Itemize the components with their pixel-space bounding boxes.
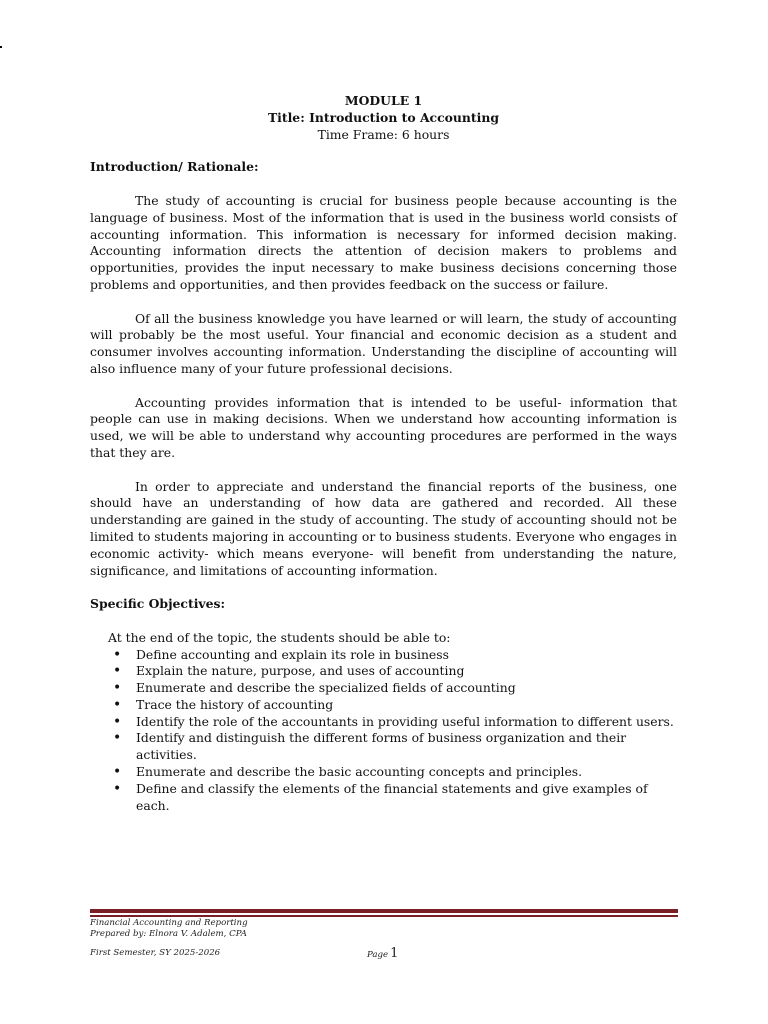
footer-divider-thin [90, 915, 678, 917]
objectives-list [90, 647, 677, 815]
intro-paragraph-2: Of all the business knowledge you have learned or will learn, the study of accounting will probably be the most useful. Your financial and economic decision as a student and consumer involves accounting information. Understanding the discipline of accounting will also influence many of your future professional decisions. [90, 310, 677, 376]
list-item-text: Explain the nature, purpose, and uses of accounting [136, 663, 465, 679]
bullet-icon: • [113, 680, 122, 697]
footer-divider [90, 909, 678, 917]
bullet-icon: • [113, 780, 122, 797]
bullet-icon: • [113, 730, 122, 747]
footer-page-number: 1 [390, 946, 399, 961]
intro-paragraph-1: The study of accounting is crucial for business people because accounting is the language of business. Most of the information that is used in the business world consists of accounting information. This information is necessary for informed decision making. Accounting information directs the attention of decision makers to problems and opportunities, provides the input necessary to make business decisions concerning those problems and opportunities, and then provides feedback on the success or failure. [90, 192, 677, 292]
bullet-icon: • [113, 663, 122, 680]
list-item [90, 680, 677, 697]
objectives-intro: At the end of the topic, the students should be able to: [108, 629, 451, 645]
module-time-frame: Time Frame: 6 hours [317, 126, 450, 142]
list-item [90, 764, 677, 781]
list-item [90, 781, 677, 815]
module-label: MODULE 1 [344, 93, 423, 108]
objectives-heading: Specific Objectives: [90, 596, 226, 612]
list-item [90, 730, 677, 764]
list-item-text: Identify the role of the accountants in providing useful information to different users. [136, 713, 674, 729]
list-item-text: Trace the history of accounting [136, 696, 334, 712]
list-item-text: Enumerate and describe the specialized fields of accounting [136, 680, 516, 696]
intro-paragraph-3: Accounting provides information that is intended to be useful- information that people can use in making decisions. When we understand how accounting information is used, we will be able to understand why accounting procedures are performed in the ways that they are. [90, 394, 677, 460]
module-title: Title: Introduction to Accounting [267, 109, 500, 125]
footer-divider-thick [90, 909, 678, 913]
list-item-text: Define and classify the elements of the financial statements and give examples of each. [136, 780, 648, 813]
footer-semester: First Semester, SY 2025-2026 [90, 948, 221, 958]
footer-prepared-by: Prepared by: Elnora V. Adalem, CPA [90, 929, 247, 939]
list-item-text: Enumerate and describe the basic accounting concepts and principles. [136, 764, 583, 780]
bullet-icon: • [113, 764, 122, 781]
bullet-icon: • [113, 696, 122, 713]
list-item-text: Identify and distinguish the different forms of business organization and their activities. [136, 730, 627, 763]
stray-mark [0, 46, 2, 48]
list-item [90, 663, 677, 680]
footer-course: Financial Accounting and Reporting [90, 918, 248, 928]
page-footer [90, 918, 678, 961]
module-heading [90, 93, 677, 143]
footer-page-label: Page [367, 950, 389, 960]
list-item-text: Define accounting and explain its role in business [136, 646, 449, 662]
list-item [90, 714, 677, 731]
bullet-icon: • [113, 646, 122, 663]
list-item [90, 647, 677, 664]
list-item [90, 697, 677, 714]
footer-page-indicator [367, 948, 398, 961]
document-page [90, 93, 677, 814]
intro-paragraph-4: In order to appreciate and understand the financial reports of the business, one should have an understanding of how data are gathered and recorded. All these understanding are gained in the study of accounting. The study of accounting should not be limited to students majoring in accounting or to business students. Everyone who engages in economic activity- which means everyone- will benefit from understanding the nature, significance, and limitations of accounting information. [90, 478, 677, 578]
introduction-heading: Introduction/ Rationale: [90, 159, 259, 175]
bullet-icon: • [113, 713, 122, 730]
